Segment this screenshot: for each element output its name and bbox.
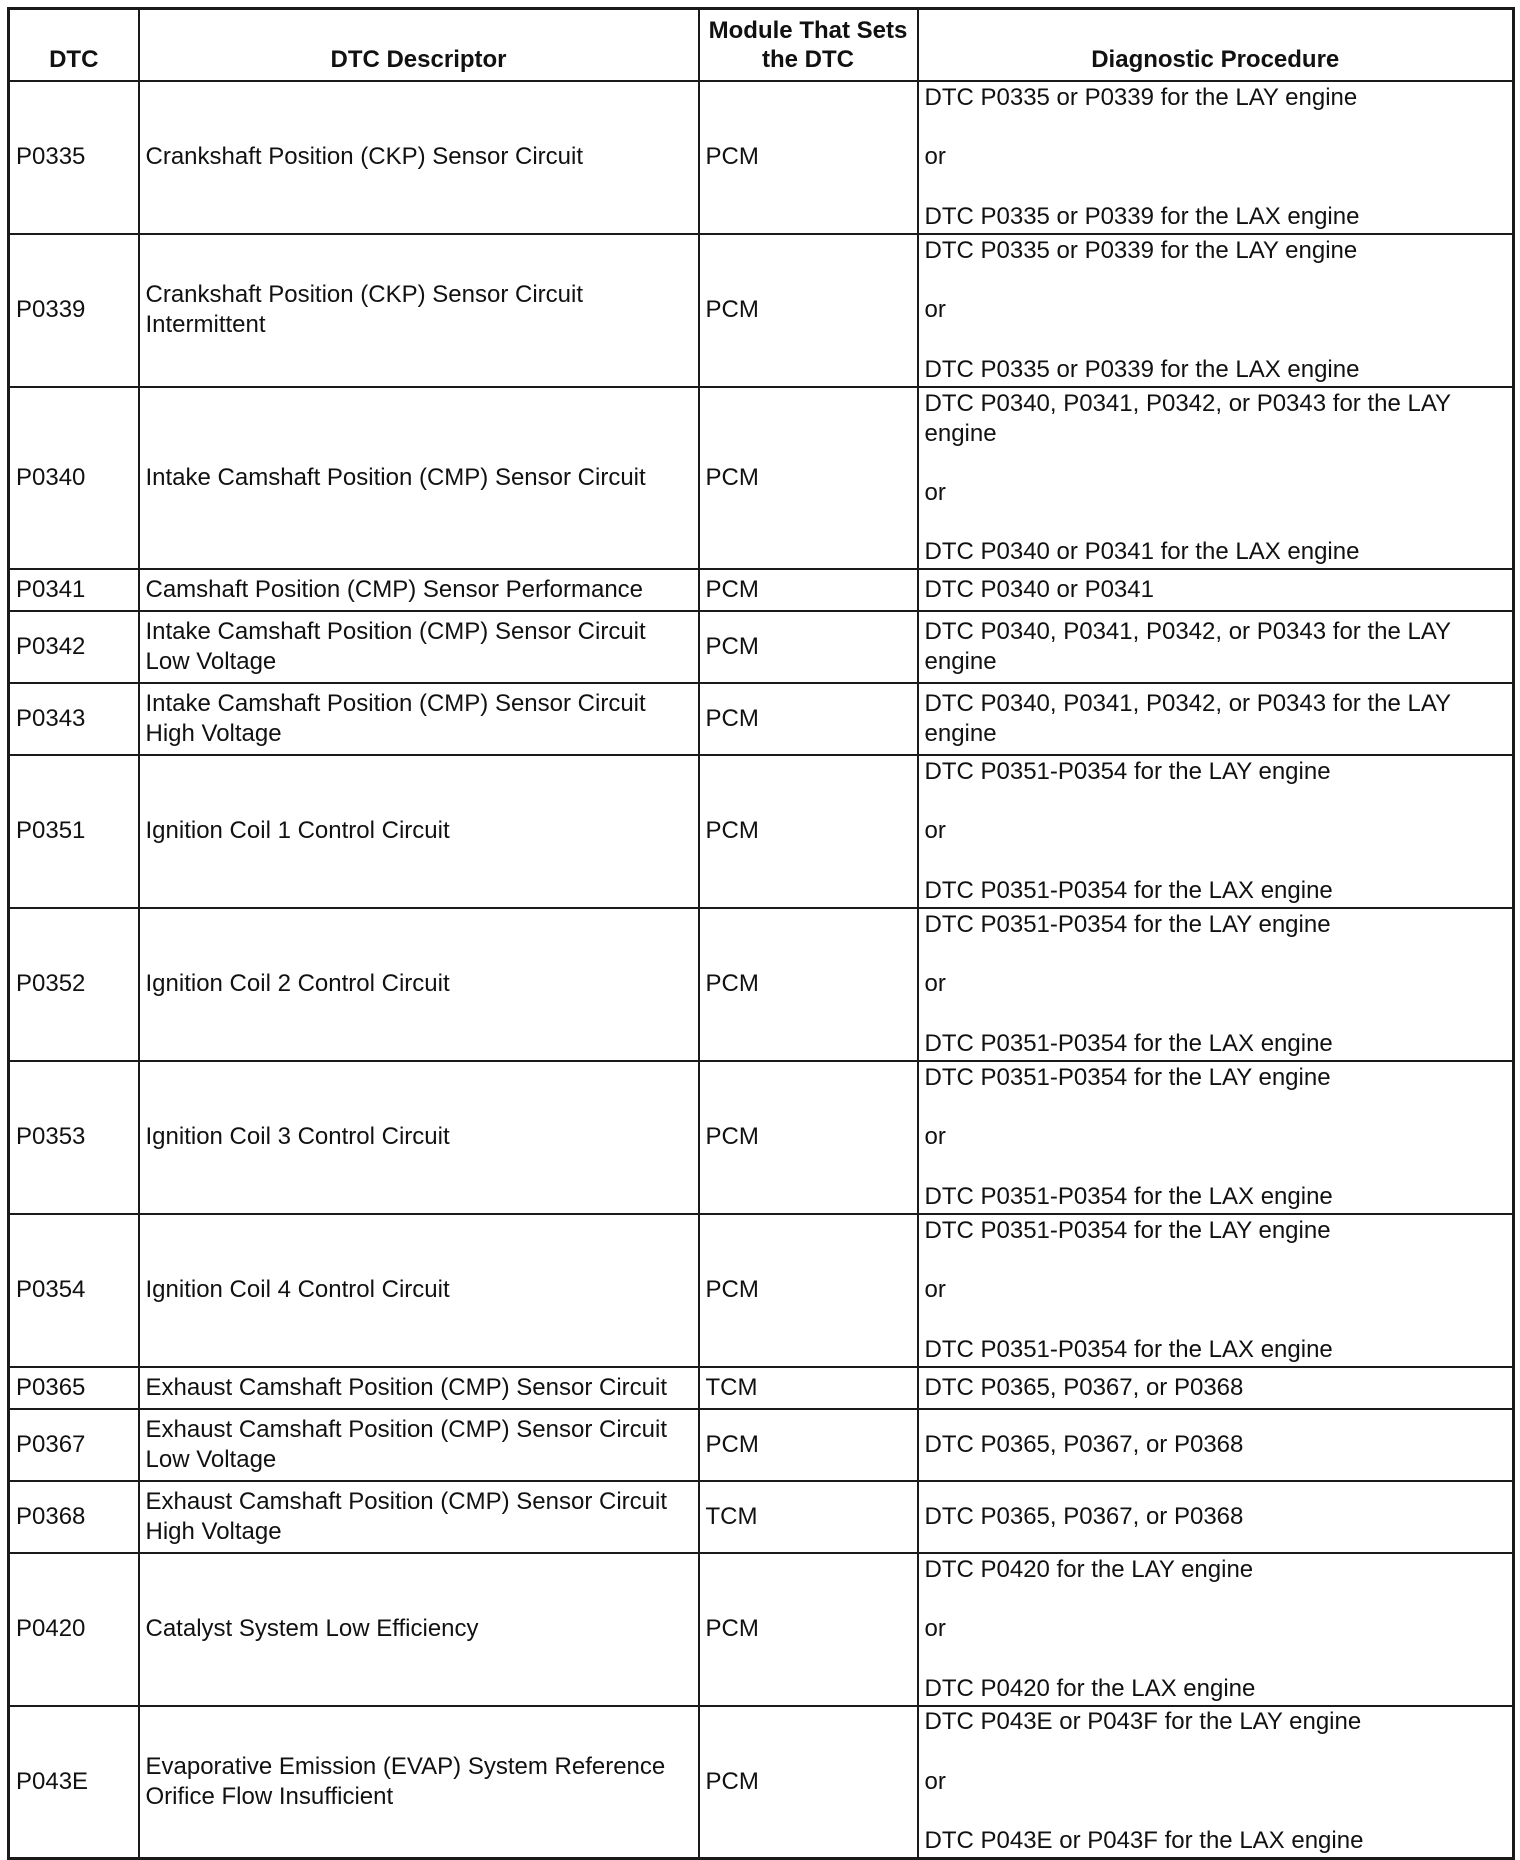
table-row: [9, 1481, 1514, 1553]
procedure-link[interactable]: DTC P0351-P0354 for the LAY engine: [924, 1063, 1331, 1091]
module-cell: PCM: [699, 611, 918, 683]
table-row: [9, 1367, 1514, 1409]
procedure-link[interactable]: DTC P043E or P043F for the LAY engine: [924, 1708, 1362, 1736]
dtc-code-cell: P043E: [9, 1706, 139, 1859]
procedure-link[interactable]: DTC P043E or P043F for the LAX engine: [924, 1827, 1364, 1855]
module-cell: PCM: [699, 755, 918, 908]
header-dtc: DTC: [9, 9, 139, 81]
table-row: [9, 81, 1514, 234]
procedure-cell: [918, 1061, 1514, 1214]
dtc-code-cell: P0420: [9, 1553, 139, 1706]
table-row: [9, 1553, 1514, 1706]
procedure-link[interactable]: DTC P0335 or P0339 for the LAX engine: [924, 355, 1360, 383]
procedure-link[interactable]: DTC P0365, P0367, or P0368: [924, 1430, 1244, 1458]
procedure-or-text: or: [924, 1767, 946, 1795]
header-descriptor: DTC Descriptor: [139, 9, 699, 81]
dtc-document: [7, 7, 1512, 1860]
procedure-cell: [918, 81, 1514, 234]
table-row: [9, 1409, 1514, 1481]
module-cell: TCM: [699, 1481, 918, 1553]
procedure-link[interactable]: DTC P0340, P0341, P0342, or P0343 for the LAY engine: [924, 689, 1451, 747]
procedure-cell: [918, 1481, 1514, 1553]
module-cell: PCM: [699, 1061, 918, 1214]
procedure-or-text: or: [924, 296, 946, 323]
dtc-code-cell: P0351: [9, 755, 139, 908]
table-row: [9, 1214, 1514, 1367]
module-cell: PCM: [699, 569, 918, 611]
procedure-cell: [918, 569, 1514, 611]
dtc-descriptor-cell: Ignition Coil 4 Control Circuit: [139, 1214, 699, 1367]
procedure-cell: [918, 755, 1514, 908]
module-cell: PCM: [699, 234, 918, 387]
procedure-or-text: or: [924, 478, 946, 506]
procedure-cell: [918, 234, 1514, 387]
dtc-descriptor-cell: Ignition Coil 2 Control Circuit: [139, 908, 699, 1061]
procedure-link[interactable]: DTC P0365, P0367, or P0368: [924, 1502, 1244, 1530]
table-row: [9, 234, 1514, 387]
procedure-link[interactable]: DTC P0340, P0341, P0342, or P0343 for the LAY engine: [924, 617, 1451, 675]
procedure-link[interactable]: DTC P0335 or P0339 for the LAX engine: [924, 202, 1360, 230]
procedure-or-text: or: [924, 143, 946, 170]
module-cell: TCM: [699, 1367, 918, 1409]
dtc-code-cell: P0335: [9, 81, 139, 234]
dtc-table: [7, 7, 1515, 1860]
dtc-code-cell: P0339: [9, 234, 139, 387]
procedure-link[interactable]: DTC P0351-P0354 for the LAX engine: [924, 876, 1333, 904]
dtc-descriptor-cell: Intake Camshaft Position (CMP) Sensor Circuit High Voltage: [139, 683, 699, 755]
dtc-descriptor-cell: Exhaust Camshaft Position (CMP) Sensor Circuit: [139, 1367, 699, 1409]
procedure-cell: [918, 683, 1514, 755]
procedure-link[interactable]: DTC P0340, P0341, P0342, or P0343 for the LAY engine: [924, 389, 1451, 447]
dtc-descriptor-cell: Crankshaft Position (CKP) Sensor Circuit Intermittent: [139, 234, 699, 387]
procedure-link[interactable]: DTC P0335 or P0339 for the LAY engine: [924, 83, 1358, 111]
table-row: [9, 1706, 1514, 1859]
table-row: [9, 755, 1514, 908]
procedure-link[interactable]: DTC P0351-P0354 for the LAY engine: [924, 910, 1331, 938]
procedure-link[interactable]: DTC P0351-P0354 for the LAY engine: [924, 1216, 1331, 1244]
dtc-code-cell: P0341: [9, 569, 139, 611]
procedure-or-text: or: [924, 1615, 946, 1642]
procedure-cell: [918, 387, 1514, 569]
header-procedure: Diagnostic Procedure: [918, 9, 1514, 81]
table-row: [9, 569, 1514, 611]
dtc-descriptor-cell: Ignition Coil 1 Control Circuit: [139, 755, 699, 908]
module-cell: PCM: [699, 1553, 918, 1706]
procedure-link[interactable]: DTC P0420 for the LAX engine: [924, 1674, 1256, 1702]
procedure-or-text: or: [924, 817, 946, 844]
procedure-link[interactable]: DTC P0335 or P0339 for the LAY engine: [924, 236, 1358, 264]
module-cell: PCM: [699, 1409, 918, 1481]
procedure-link[interactable]: DTC P0351-P0354 for the LAY engine: [924, 757, 1331, 785]
procedure-cell: [918, 908, 1514, 1061]
procedure-link[interactable]: DTC P0420 for the LAY engine: [924, 1555, 1254, 1583]
procedure-link[interactable]: DTC P0365, P0367, or P0368: [924, 1373, 1244, 1401]
table-row: [9, 908, 1514, 1061]
module-cell: PCM: [699, 683, 918, 755]
table-row: [9, 1061, 1514, 1214]
procedure-cell: [918, 1214, 1514, 1367]
module-cell: PCM: [699, 81, 918, 234]
procedure-link[interactable]: DTC P0351-P0354 for the LAX engine: [924, 1029, 1333, 1057]
procedure-or-text: or: [924, 970, 946, 997]
module-cell: PCM: [699, 1706, 918, 1859]
procedure-cell: [918, 1553, 1514, 1706]
procedure-or-text: or: [924, 1276, 946, 1303]
module-cell: PCM: [699, 387, 918, 569]
dtc-code-cell: P0365: [9, 1367, 139, 1409]
dtc-code-cell: P0352: [9, 908, 139, 1061]
dtc-descriptor-cell: Catalyst System Low Efficiency: [139, 1553, 699, 1706]
procedure-cell: [918, 1367, 1514, 1409]
dtc-descriptor-cell: Intake Camshaft Position (CMP) Sensor Circuit: [139, 387, 699, 569]
dtc-descriptor-cell: Camshaft Position (CMP) Sensor Performance: [139, 569, 699, 611]
module-cell: PCM: [699, 908, 918, 1061]
dtc-descriptor-cell: Exhaust Camshaft Position (CMP) Sensor Circuit Low Voltage: [139, 1409, 699, 1481]
dtc-descriptor-cell: Intake Camshaft Position (CMP) Sensor Circuit Low Voltage: [139, 611, 699, 683]
dtc-code-cell: P0353: [9, 1061, 139, 1214]
dtc-code-cell: P0343: [9, 683, 139, 755]
dtc-code-cell: P0367: [9, 1409, 139, 1481]
header-row: [9, 9, 1514, 81]
table-row: [9, 611, 1514, 683]
procedure-or-text: or: [924, 1123, 946, 1150]
dtc-code-cell: P0342: [9, 611, 139, 683]
header-module: Module That Sets the DTC: [699, 9, 918, 81]
dtc-descriptor-cell: Crankshaft Position (CKP) Sensor Circuit: [139, 81, 699, 234]
dtc-code-cell: P0368: [9, 1481, 139, 1553]
procedure-cell: [918, 1409, 1514, 1481]
table-row: [9, 387, 1514, 569]
dtc-descriptor-cell: Exhaust Camshaft Position (CMP) Sensor Circuit High Voltage: [139, 1481, 699, 1553]
procedure-link[interactable]: DTC P0351-P0354 for the LAX engine: [924, 1335, 1333, 1363]
procedure-link[interactable]: DTC P0340 or P0341 for the LAX engine: [924, 537, 1360, 565]
procedure-link[interactable]: DTC P0351-P0354 for the LAX engine: [924, 1182, 1333, 1210]
procedure-link[interactable]: DTC P0340 or P0341: [924, 575, 1154, 603]
dtc-descriptor-cell: Ignition Coil 3 Control Circuit: [139, 1061, 699, 1214]
dtc-code-cell: P0354: [9, 1214, 139, 1367]
dtc-code-cell: P0340: [9, 387, 139, 569]
procedure-cell: [918, 611, 1514, 683]
table-row: [9, 683, 1514, 755]
procedure-cell: [918, 1706, 1514, 1859]
module-cell: PCM: [699, 1214, 918, 1367]
dtc-descriptor-cell: Evaporative Emission (EVAP) System Reference Orifice Flow Insufficient: [139, 1706, 699, 1859]
